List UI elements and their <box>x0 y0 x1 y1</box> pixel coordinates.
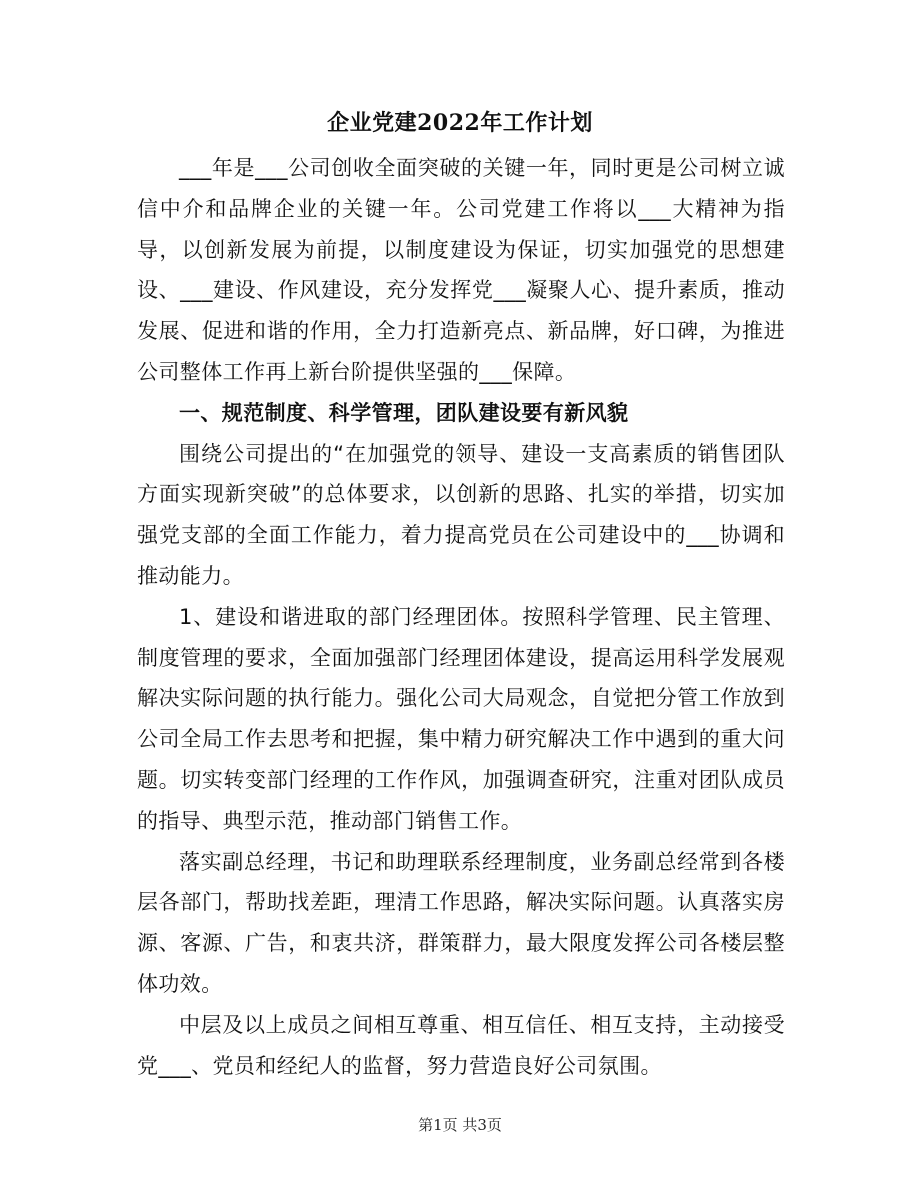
page-number-footer: 第1页 共3页 <box>418 1116 502 1134</box>
section-1-intro-paragraph: 围绕公司提出的“在加强党的领导、建设一支高素质的销售团队方面实现新突破”的总体要求，以创新的思路、扎实的举措，切实加强党支部的全面工作能力，着力提高党员在公司建设中的___协调和推动能力。 <box>137 441 785 588</box>
document-body <box>137 148 785 1086</box>
section-heading-1: 一、规范制度、科学管理，团队建设要有新风貌 <box>179 400 629 425</box>
mutual-respect-paragraph: 中层及以上成员之间相互尊重、相互信任、相互支持，主动接受党___、党员和经纪人的监督，努力营造良好公司氛围。 <box>137 1012 785 1078</box>
item-1-paragraph: 1、建设和谐进取的部门经理团体。按照科学管理、民主管理、制度管理的要求，全面加强部门经理团体建设，提高运用科学发展观解决实际问题的执行能力。强化公司大局观念，自觉把分管工作放到公司全局工作去思考和把握，集中精力研究解决工作中遇到的重大问题。切实转变部门经理的工作作风，加强调查研究，注重对团队成员的指导、典型示范，推动部门销售工作。 <box>137 604 785 833</box>
document-title: 企业党建2022年工作计划 <box>327 110 593 136</box>
manager-system-paragraph: 落实副总经理，书记和助理联系经理制度，业务副总经常到各楼层各部门，帮助找差距，理清工作思路，解决实际问题。认真落实房源、客源、广告，和衷共济，群策群力，最大限度发挥公司各楼层整体功效。 <box>137 849 785 996</box>
intro-paragraph: ___年是___公司创收全面突破的关键一年，同时更是公司树立诚信中介和品牌企业的关键一年。公司党建工作将以___大精神为指导，以创新发展为前提，以制度建设为保证，切实加强党的思想建设、___建设、作风建设，充分发挥党___凝聚人心、提升素质，推动发展、促进和谐的作用，全力打造新亮点、新品牌，好口碑，为推进公司整体工作再上新台阶提供坚强的___保障。 <box>137 156 785 384</box>
